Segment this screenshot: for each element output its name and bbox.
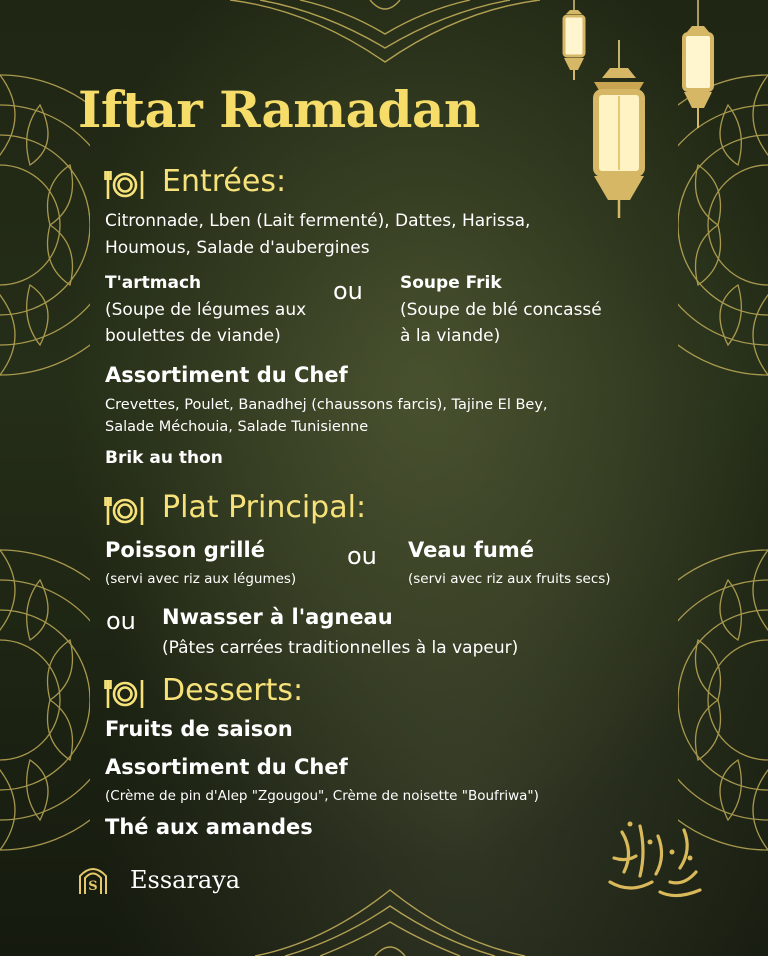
- top-arch-ornament: [230, 0, 540, 70]
- entrees-heading-label: Entrées:: [162, 164, 287, 199]
- veau-name: Veau fumé: [408, 538, 534, 562]
- fruits-item: Fruits de saison: [105, 717, 293, 741]
- soupe-frik-name: Soupe Frik: [400, 273, 502, 293]
- soupe-frik-desc-1: (Soupe de blé concassé: [400, 300, 602, 320]
- plat-heading-label: Plat Principal:: [162, 490, 367, 525]
- svg-text:S: S: [88, 879, 98, 894]
- plate-cutlery-icon: [104, 677, 146, 719]
- page-title: Iftar Ramadan: [78, 80, 480, 139]
- entrees-heading: [162, 164, 286, 199]
- nwasser-desc: (Pâtes carrées traditionnelles à la vapeur): [162, 638, 519, 658]
- the-item: Thé aux amandes: [105, 815, 313, 839]
- bottom-arch-ornament: [255, 882, 525, 956]
- lantern-icon: [675, 0, 721, 132]
- desserts-heading: [162, 673, 303, 708]
- entrees-chef-title: Assortiment du Chef: [105, 363, 348, 387]
- or-text: ou: [333, 277, 363, 305]
- mandala-right-bottom-ornament: [678, 530, 768, 870]
- plate-cutlery-icon: [104, 494, 146, 536]
- desserts-chef-desc: (Crème de pin d'Alep "Zgougou", Crème de noisette "Boufriwa"): [105, 788, 539, 804]
- entrees-chef-line-2: Salade Méchouia, Salade Tunisienne: [105, 419, 369, 435]
- brand-logo: [76, 866, 110, 896]
- mandala-left-bottom-ornament: [0, 530, 90, 870]
- plat-heading: [162, 490, 366, 525]
- plate-cutlery-icon: [104, 168, 146, 210]
- brik-item: Brik au thon: [105, 448, 223, 468]
- veau-desc: (servi avec riz aux fruits secs): [408, 571, 611, 587]
- lantern-icon: [582, 40, 656, 222]
- poisson-name: Poisson grillé: [105, 538, 265, 562]
- lantern-icon: [556, 0, 592, 82]
- entrees-line-1: Citronnade, Lben (Lait fermenté), Dattes, Harissa,: [105, 211, 531, 231]
- mandala-right-top-ornament: [678, 55, 768, 395]
- desserts-chef-title: Assortiment du Chef: [105, 755, 348, 779]
- tartmach-name: T'artmach: [105, 273, 202, 293]
- soupe-frik-desc-2: à la viande): [400, 326, 501, 346]
- nwasser-name: Nwasser à l'agneau: [162, 605, 393, 629]
- tartmach-desc-1: (Soupe de légumes aux: [105, 300, 307, 320]
- mandala-left-top-ornament: [0, 55, 90, 395]
- desserts-heading-label: Desserts:: [162, 673, 304, 708]
- or-text: ou: [106, 607, 136, 635]
- ramadan-mubarak-calligraphy: [600, 812, 712, 904]
- poisson-desc: (servi avec riz aux légumes): [105, 571, 297, 587]
- entrees-chef-line-1: Crevettes, Poulet, Banadhej (chaussons farcis), Tajine El Bey,: [105, 397, 548, 413]
- brand-name: Essaraya: [130, 866, 241, 894]
- or-text: ou: [347, 542, 377, 570]
- tartmach-desc-2: boulettes de viande): [105, 326, 281, 346]
- entrees-line-2: Houmous, Salade d'aubergines: [105, 238, 370, 258]
